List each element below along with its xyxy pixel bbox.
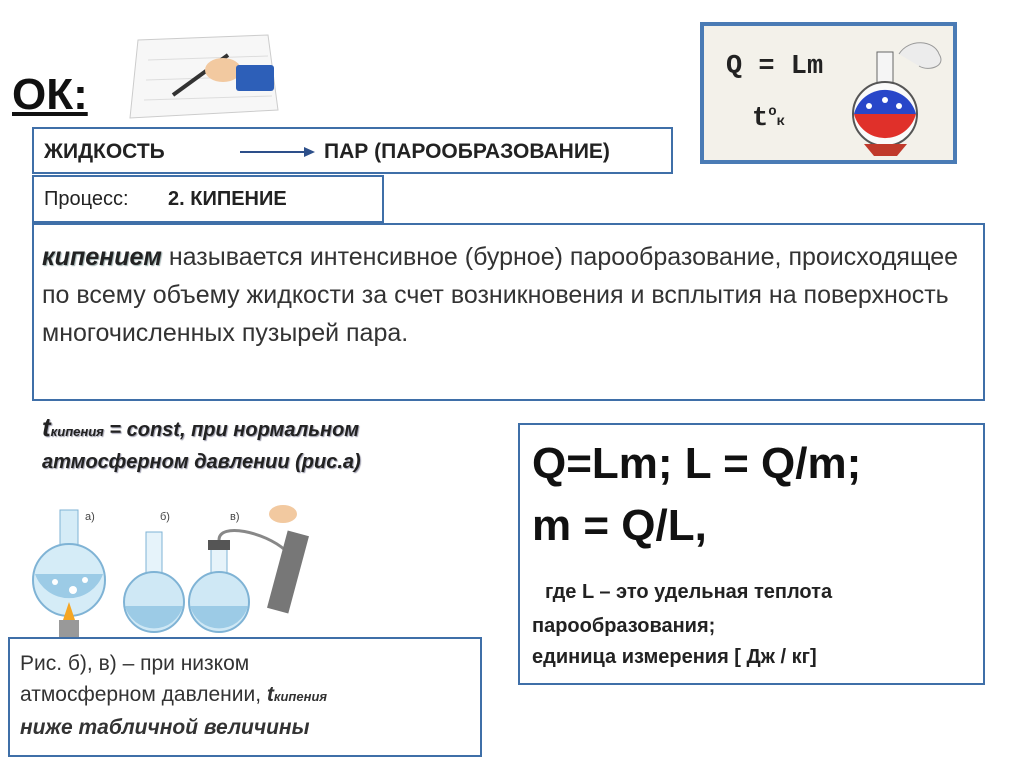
t-symbol: t bbox=[42, 412, 51, 442]
formula-box bbox=[518, 423, 985, 685]
definition-term: кипением bbox=[42, 243, 162, 271]
liquid-to-vapor-box bbox=[32, 127, 673, 174]
low-pressure-box bbox=[8, 637, 482, 757]
picture-t: t bbox=[752, 104, 769, 134]
formula-line2: m = Q/L, bbox=[532, 501, 707, 550]
label-b: б) bbox=[160, 511, 170, 523]
picture-equation: Q = Lm bbox=[726, 52, 824, 82]
low-pressure-line3: ниже табличной величины bbox=[20, 716, 310, 739]
formula-unit-line2: единица измерения [ Дж / кг] bbox=[532, 646, 817, 668]
formula-where: где L – это удельная теплота bbox=[545, 581, 833, 603]
flask-a bbox=[33, 510, 105, 640]
flask-b bbox=[124, 532, 184, 632]
flasks-figure bbox=[15, 502, 345, 642]
picture-t-symbol bbox=[752, 104, 785, 134]
boiling-temp-text: = const, при нормальном атмосферном давлении (рис.а) bbox=[42, 419, 361, 473]
arrow-right-icon bbox=[240, 145, 315, 159]
ok-label: ОК: bbox=[12, 70, 88, 119]
picture-t-sub: к bbox=[776, 114, 786, 130]
boiling-temperature-note bbox=[42, 412, 442, 478]
vapor-label: ПАР (ПАРООБРАЗОВАНИЕ) bbox=[324, 140, 610, 163]
liquid-label: ЖИДКОСТЬ bbox=[44, 140, 165, 163]
formula-picture bbox=[700, 22, 957, 164]
t-symbol-2: t bbox=[266, 683, 274, 706]
boiling-flask-icon bbox=[849, 32, 949, 160]
label-c: в) bbox=[230, 511, 240, 523]
process-value: 2. КИПЕНИЕ bbox=[168, 188, 287, 210]
formula-unit-line1: парообразования; bbox=[532, 615, 716, 637]
t-subscript: кипения bbox=[50, 424, 104, 439]
label-a: а) bbox=[85, 511, 95, 523]
process-label: Процесс: bbox=[44, 188, 129, 210]
low-pressure-line1: Рис. б), в) – при низком bbox=[20, 652, 250, 675]
low-pressure-line2-wrap bbox=[20, 679, 480, 712]
definition-box bbox=[32, 223, 985, 401]
writing-hand-illustration bbox=[118, 30, 288, 120]
picture-t-sup: о bbox=[768, 104, 777, 120]
t-subscript-2: кипения bbox=[273, 689, 328, 704]
formula-line1: Q=Lm; L = Q/m; bbox=[532, 439, 862, 488]
process-box bbox=[32, 175, 384, 223]
low-pressure-line2: атмосферном давлении, bbox=[20, 683, 267, 706]
formula-lines bbox=[532, 433, 861, 557]
flask-c bbox=[189, 505, 309, 632]
definition-text: называется интенсивное (бурное) парообразование, происходящее по всему объему жидкости за счет возникновения и всплытия на поверхность многочисленных пузырей пара. bbox=[42, 243, 959, 347]
